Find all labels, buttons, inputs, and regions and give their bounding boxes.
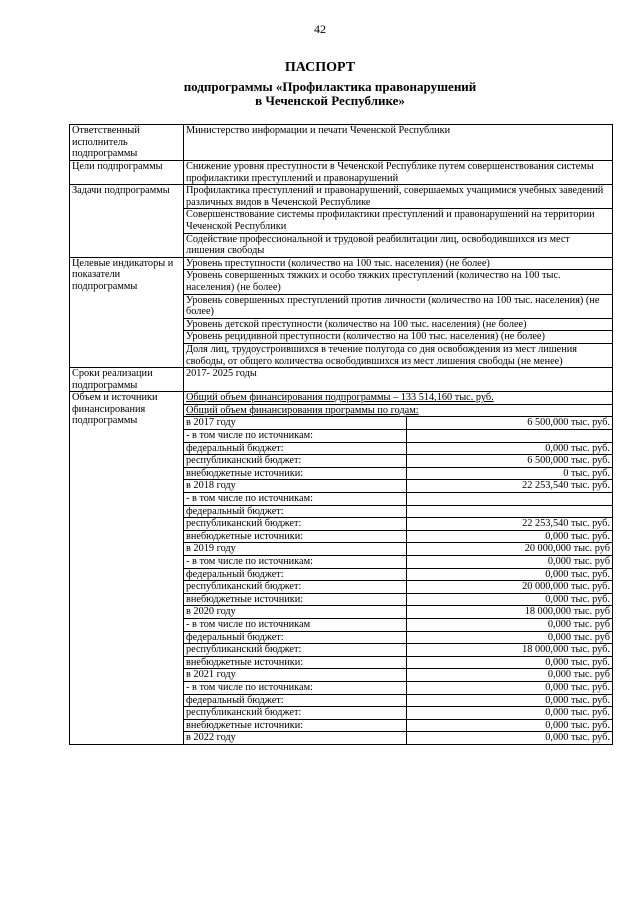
funding-row-label: внебюджетные источники:	[184, 530, 407, 543]
terms-label: Сроки реализации подпрограммы	[70, 368, 184, 392]
indicators-label: Целевые индикаторы и показатели подпрограммы	[70, 257, 184, 367]
funding-by-years: Общий объем финансирования программы по годам:	[184, 404, 613, 417]
funding-row-value: 22 253,540 тыс. руб.	[407, 518, 613, 531]
funding-row-label: внебюджетные источники:	[184, 719, 407, 732]
funding-row-value: 0,000 тыс. руб.	[407, 681, 613, 694]
indicators-item: Уровень совершенных тяжких и особо тяжких преступлений (количество на 100 тыс. населения) (не более)	[184, 270, 613, 294]
indicators-item: Уровень преступности (количество на 100 тыс. населения) (не более)	[184, 257, 613, 270]
funding-row-label: в 2019 году	[184, 543, 407, 556]
funding-row-value: 0,000 тыс. руб.	[407, 732, 613, 745]
subtitle-line-2: в Чеченской Республике»	[255, 93, 405, 108]
tasks-item: Профилактика преступлений и правонарушений, совершаемых учащимися учебных заведений различных видов в Чеченской Республике	[184, 185, 613, 209]
goals-label: Цели подпрограммы	[70, 161, 184, 185]
funding-row-label: - в том числе по источникам	[184, 618, 407, 631]
funding-row-value: 0 тыс. руб.	[407, 467, 613, 480]
document-subtitle	[150, 80, 510, 108]
goals-value: Снижение уровня преступности в Чеченской Республике путем совершенствования системы профилактики преступлений и правонарушений	[184, 161, 613, 185]
funding-row-value: 0,000 тыс. руб	[407, 631, 613, 644]
funding-row-label: в 2021 году	[184, 669, 407, 682]
funding-row-value: 18 000,000 тыс. руб.	[407, 644, 613, 657]
document-title: ПАСПОРТ	[284, 60, 356, 75]
funding-row-value: 0,000 тыс. руб	[407, 669, 613, 682]
funding-row-label: в 2018 году	[184, 480, 407, 493]
executor-label: Ответственный исполнитель подпрограммы	[70, 125, 184, 161]
funding-row-value: 18 000,000 тыс. руб	[407, 606, 613, 619]
funding-row-value: 0,000 тыс. руб.	[407, 694, 613, 707]
funding-row-label: - в том числе по источникам:	[184, 430, 407, 443]
page-number: 42	[314, 22, 326, 36]
funding-row-value: 6 500,000 тыс. руб.	[407, 417, 613, 430]
executor-value: Министерство информации и печати Чеченской Республики	[184, 125, 613, 161]
funding-row-value: 22 253,540 тыс. руб.	[407, 480, 613, 493]
passport-table	[69, 124, 613, 745]
row-executor	[70, 125, 613, 161]
funding-row-label: республиканский бюджет:	[184, 455, 407, 468]
funding-row-value: 20 000,000 тыс. руб	[407, 543, 613, 556]
passport-table-body	[70, 125, 613, 745]
funding-row-label: - в том числе по источникам:	[184, 681, 407, 694]
indicators-item: Уровень рецидивной преступности (количество на 100 тыс. населения) (не более)	[184, 331, 613, 344]
row-terms	[70, 368, 613, 392]
funding-row-label: федеральный бюджет:	[184, 568, 407, 581]
row-goals	[70, 161, 613, 185]
funding-row-label: федеральный бюджет:	[184, 442, 407, 455]
row-funding-total	[70, 392, 613, 405]
funding-row-label: федеральный бюджет:	[184, 631, 407, 644]
funding-row-value: 20 000,000 тыс. руб.	[407, 581, 613, 594]
funding-row-label: внебюджетные источники:	[184, 656, 407, 669]
funding-row-value	[407, 505, 613, 518]
funding-row-value: 0,000 тыс. руб.	[407, 719, 613, 732]
funding-row-value: 0,000 тыс. руб.	[407, 442, 613, 455]
indicators-row	[70, 257, 613, 270]
terms-value: 2017- 2025 годы	[184, 368, 613, 392]
funding-row-value: 6 500,000 тыс. руб.	[407, 455, 613, 468]
funding-row-label: республиканский бюджет:	[184, 644, 407, 657]
subtitle-line-1: подпрограммы «Профилактика правонарушений	[183, 79, 477, 94]
funding-row-value: 0,000 тыс. руб	[407, 556, 613, 569]
funding-row-label: - в том числе по источникам:	[184, 556, 407, 569]
indicators-item: Уровень детской преступности (количество на 100 тыс. населения) (не более)	[184, 318, 613, 331]
funding-row-label: - в том числе по источникам:	[184, 493, 407, 506]
indicators-item: Доля лиц, трудоустроившихся в течение полугода со дня освобождения из мест лишения свободы, от общего количества освободившихся из мест лишения свободы (не менее)	[184, 343, 613, 367]
funding-row-label: в 2020 году	[184, 606, 407, 619]
funding-row-value: 0,000 тыс. руб.	[407, 656, 613, 669]
funding-label: Объем и источники финансирования подпрограммы	[70, 392, 184, 745]
funding-row-label: в 2022 году	[184, 732, 407, 745]
funding-row-value	[407, 430, 613, 443]
funding-row-label: федеральный бюджет:	[184, 505, 407, 518]
indicators-item: Уровень совершенных преступлений против личности (количество на 100 тыс. населения) (не более)	[184, 294, 613, 318]
funding-row-value: 0,000 тыс. руб.	[407, 593, 613, 606]
tasks-row	[70, 185, 613, 209]
funding-row-label: республиканский бюджет:	[184, 581, 407, 594]
funding-row-label: республиканский бюджет:	[184, 518, 407, 531]
tasks-label: Задачи подпрограммы	[70, 185, 184, 258]
funding-row-label: в 2017 году	[184, 417, 407, 430]
funding-row-value: 0,000 тыс. руб.	[407, 568, 613, 581]
tasks-item: Совершенствование системы профилактики преступлений и правонарушений на территории Чеченской Республики	[184, 209, 613, 233]
funding-row-value	[407, 493, 613, 506]
funding-row-value: 0,000 тыс. руб.	[407, 530, 613, 543]
funding-row-value: 0,000 тыс. руб.	[407, 707, 613, 720]
funding-row-value: 0,000 тыс. руб	[407, 618, 613, 631]
funding-row-label: внебюджетные источники:	[184, 467, 407, 480]
funding-total: Общий объем финансирования подпрограммы – 133 514,160 тыс. руб.	[184, 392, 613, 405]
funding-row-label: республиканский бюджет:	[184, 707, 407, 720]
funding-row-label: федеральный бюджет:	[184, 694, 407, 707]
tasks-item: Содействие профессиональной и трудовой реабилитации лиц, освободившихся из мест лишения свободы	[184, 233, 613, 257]
funding-row-label: внебюджетные источники:	[184, 593, 407, 606]
